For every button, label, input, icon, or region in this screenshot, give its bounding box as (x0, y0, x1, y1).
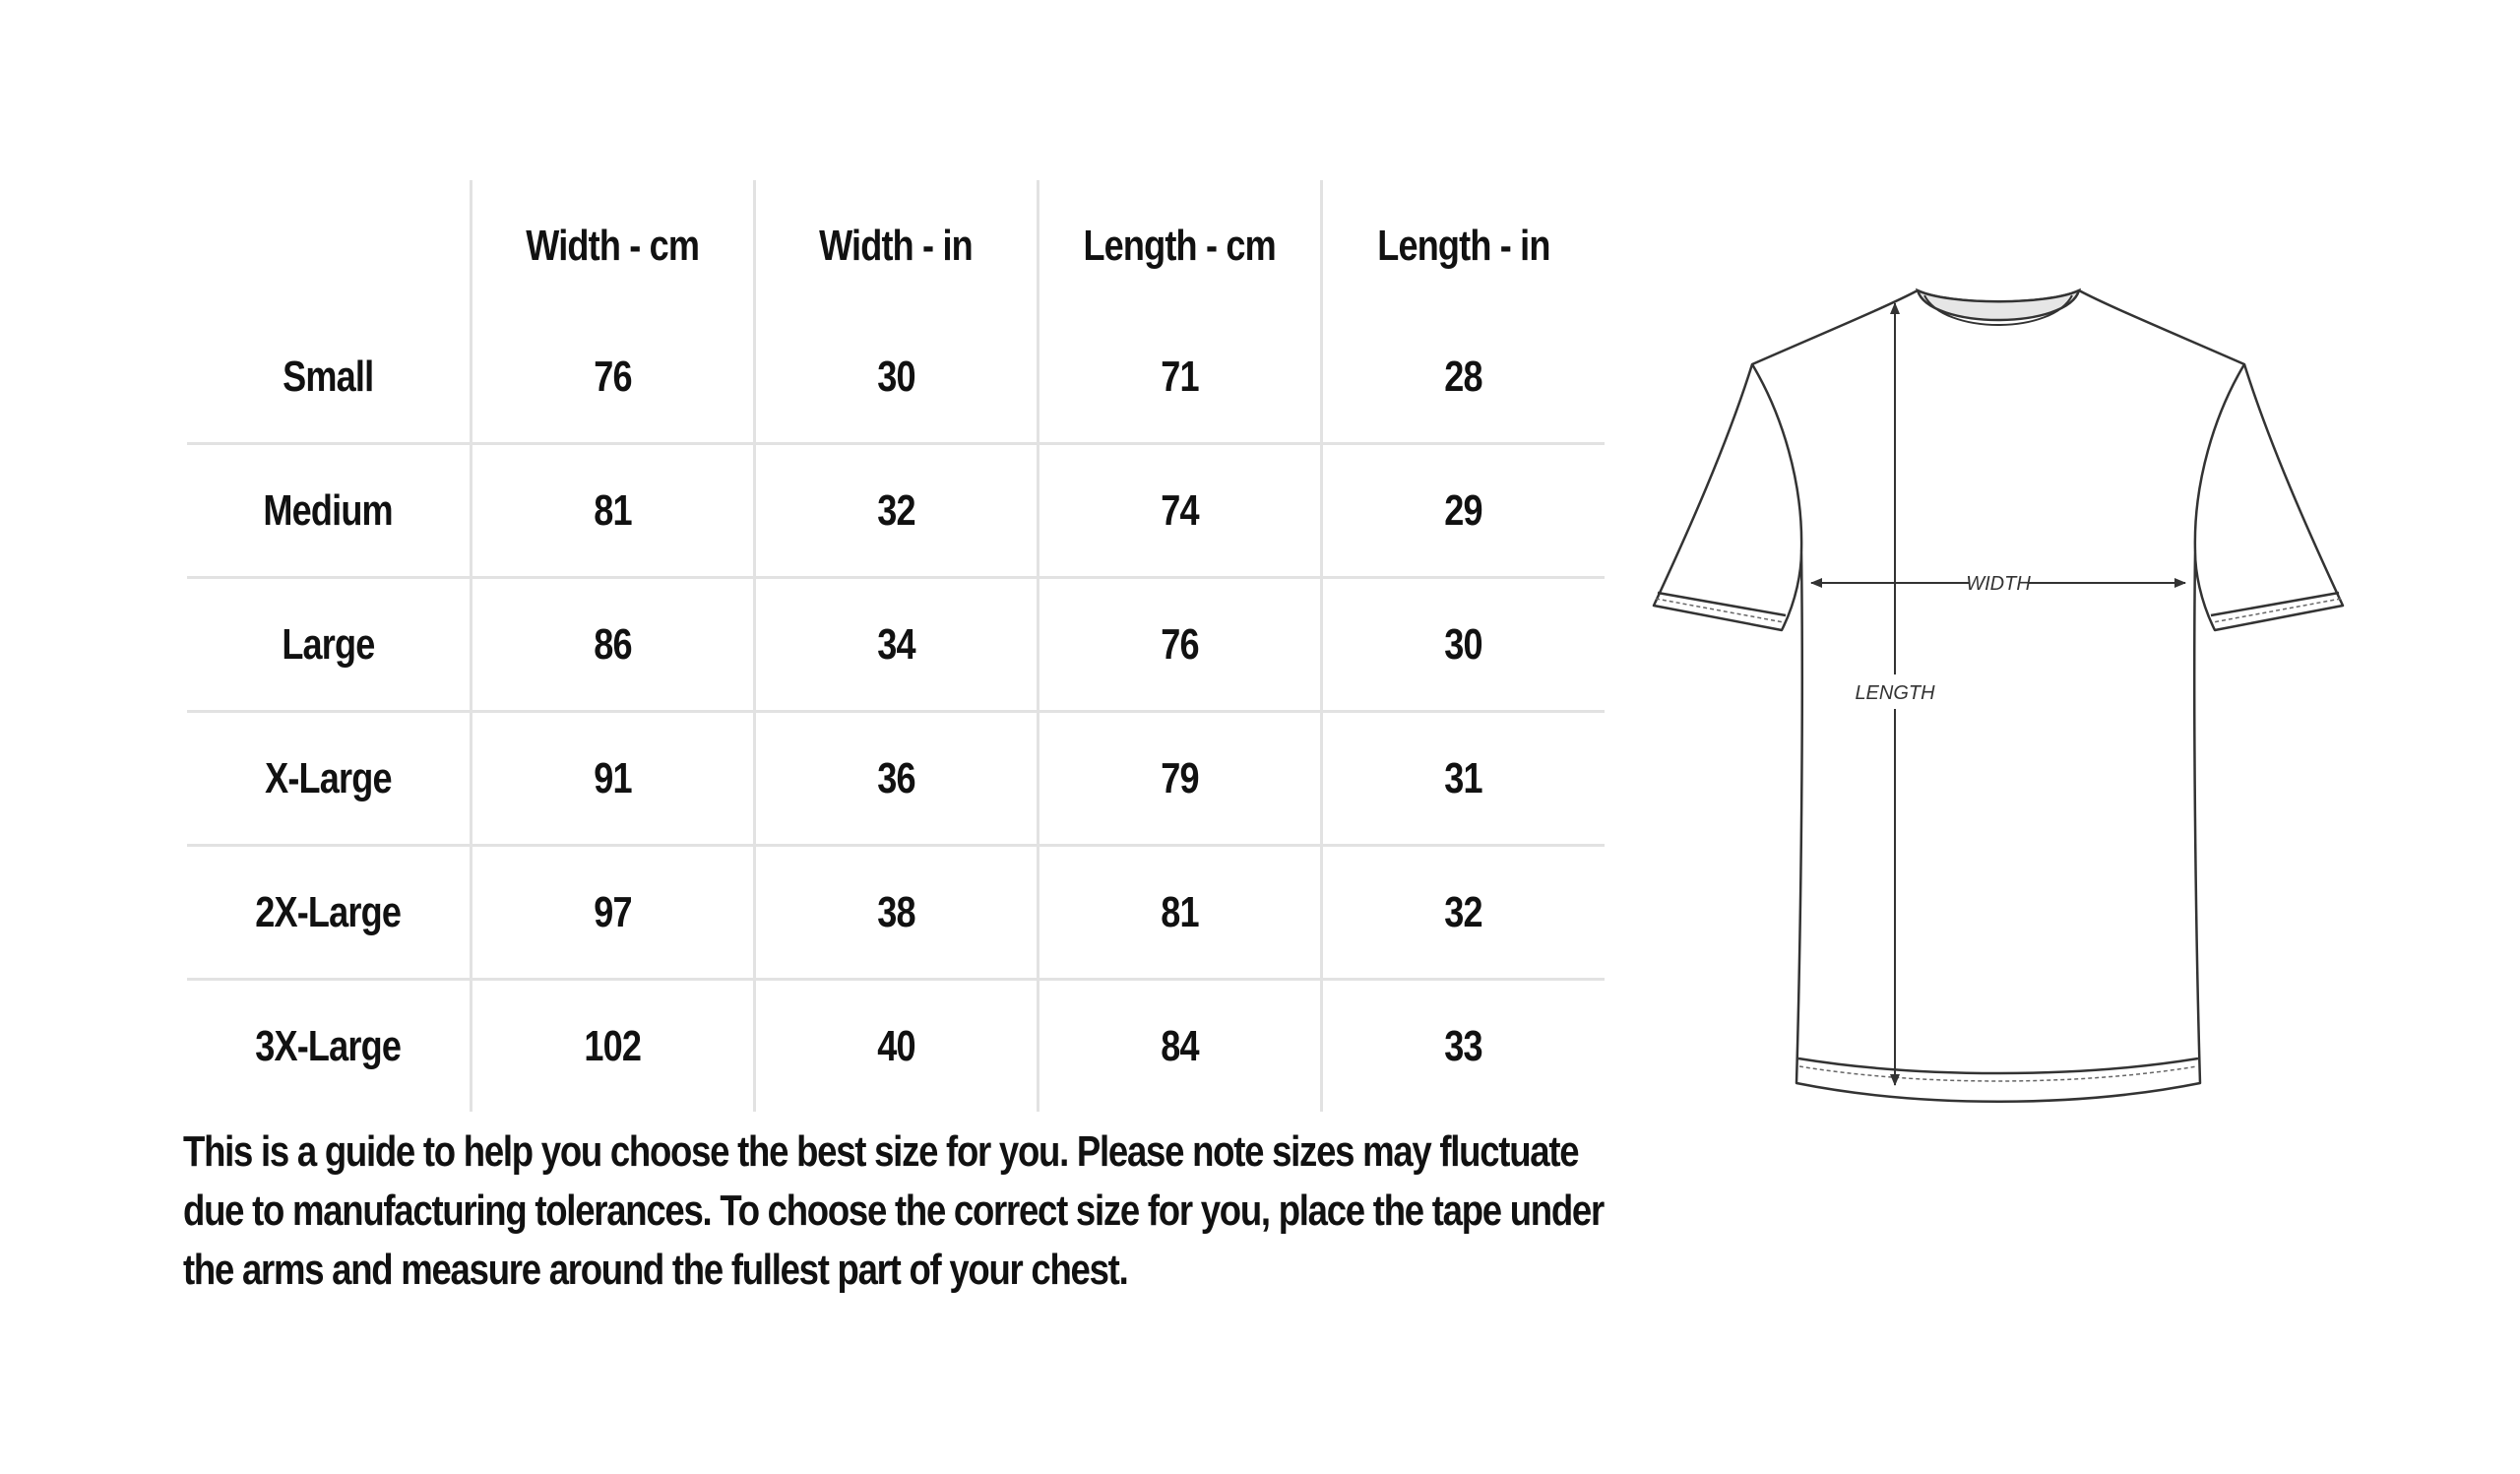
header-width-in: Width - in (754, 180, 1038, 311)
width-cm-value: 81 (471, 444, 754, 578)
width-cm-value: 97 (471, 846, 754, 980)
length-cm-value: 84 (1038, 980, 1321, 1113)
header-length-cm: Length - cm (1038, 180, 1321, 311)
length-measure-arrow (1855, 303, 1935, 1085)
length-cm-value: 74 (1038, 444, 1321, 578)
size-label: X-Large (187, 712, 471, 846)
length-in-value: 28 (1321, 311, 1605, 444)
length-cm-value: 79 (1038, 712, 1321, 846)
size-label: 2X-Large (187, 846, 471, 980)
width-in-value: 34 (754, 578, 1038, 712)
length-in-value: 29 (1321, 444, 1605, 578)
table-header-row (187, 180, 1605, 311)
length-cm-value: 81 (1038, 846, 1321, 980)
width-in-value: 30 (754, 311, 1038, 444)
size-chart-table (187, 180, 1605, 1112)
width-in-value: 36 (754, 712, 1038, 846)
width-in-value: 40 (754, 980, 1038, 1113)
size-label: Large (187, 578, 471, 712)
length-in-value: 33 (1321, 980, 1605, 1113)
table-row (187, 444, 1605, 578)
tshirt-stitching (1656, 303, 2341, 1081)
table-row (187, 712, 1605, 846)
width-label: WIDTH (1966, 573, 2031, 595)
width-in-value: 32 (754, 444, 1038, 578)
width-cm-value: 91 (471, 712, 754, 846)
length-in-value: 31 (1321, 712, 1605, 846)
header-width-cm: Width - cm (471, 180, 754, 311)
size-label: 3X-Large (187, 980, 471, 1113)
width-measure-arrow (1811, 573, 2185, 595)
length-cm-value: 76 (1038, 578, 1321, 712)
sizing-guide-note-text: This is a guide to help you choose the best size for you. Please note sizes may fluctuate due to manufacturing tolerances. To choose the correct size for you, place the tape under the arms and measure around the fullest part of your chest. (183, 1127, 1604, 1294)
size-label: Small (283, 352, 374, 401)
length-in-value: 30 (1321, 578, 1605, 712)
width-cm-value: 102 (471, 980, 754, 1113)
width-in-value: 38 (754, 846, 1038, 980)
table-row (187, 980, 1605, 1113)
tshirt-outline (1654, 290, 2343, 1102)
header-length-in: Length - in (1321, 180, 1605, 311)
sizing-guide-note (183, 1122, 1604, 1300)
table-row (187, 311, 1605, 444)
length-cm-value: 71 (1038, 311, 1321, 444)
table-row (187, 846, 1605, 980)
width-cm-value: 76 (471, 311, 754, 444)
size-label: Medium (187, 444, 471, 578)
table-row (187, 578, 1605, 712)
collar (1918, 290, 2079, 325)
header-size (187, 180, 471, 311)
length-label: LENGTH (1855, 682, 1935, 704)
width-cm-value: 86 (471, 578, 754, 712)
tshirt-diagram (1634, 276, 2382, 1142)
length-in-value: 32 (1321, 846, 1605, 980)
